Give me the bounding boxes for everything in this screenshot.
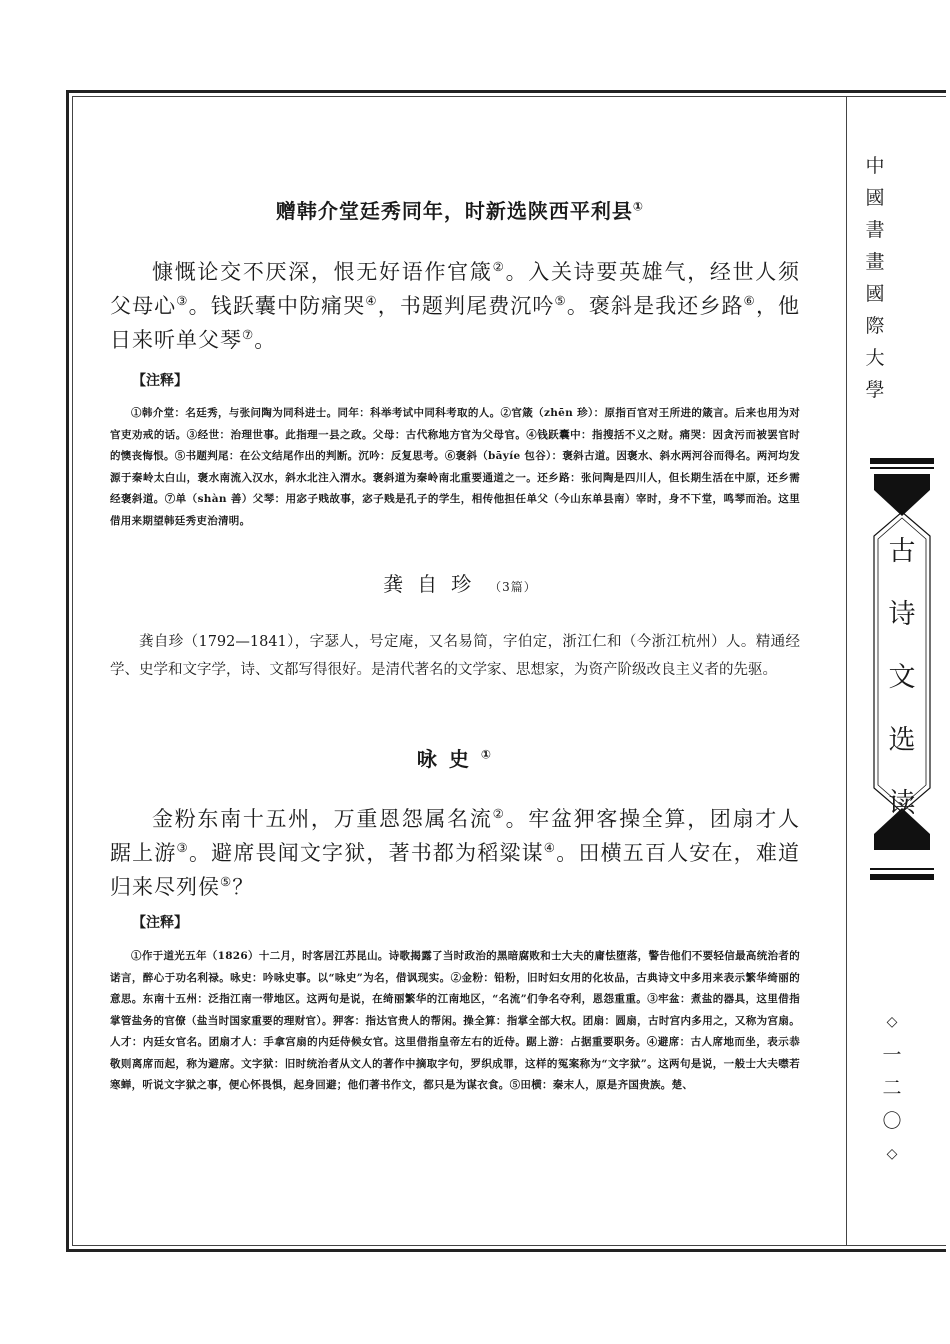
series-char: 書 xyxy=(865,219,885,241)
poem1-note-heading: 【注释】 xyxy=(132,373,188,389)
book-title-vertical xyxy=(870,520,934,835)
book-title-char: 文 xyxy=(888,662,916,693)
sidebar-bar-bottom-thin xyxy=(870,868,934,870)
footnote-marker: ⑤ xyxy=(220,874,233,889)
footnote-marker: ④ xyxy=(543,840,557,855)
footnote-marker: ③ xyxy=(176,840,189,855)
page-frame-divider xyxy=(846,96,847,1246)
series-char: 大 xyxy=(865,347,885,369)
poem-line-text: 。避席畏闻文字狱，著书都为稻粱谋 xyxy=(189,841,544,865)
poem-line-text: 。牢盆狎客操全算，团扇才人踞上游 xyxy=(110,807,801,865)
poem-line-text: ？ xyxy=(232,875,255,899)
book-title-char: 古 xyxy=(888,536,916,567)
poem-line-text: 金粉东南十五州，万重恩怨属名流 xyxy=(152,807,493,831)
book-title-char: 选 xyxy=(888,725,916,756)
poem-line-text: 。田横五百人安在，难道归来尽列侯 xyxy=(110,841,801,899)
author-name: 龚自珍 xyxy=(383,572,486,596)
poem1-notes: ①韩介堂：名廷秀，与张问陶为同科进士。同年：科举考试中同科考取的人。②官箴（zhēn 珍）：原指百官对王所进的箴言。后来也用为对官吏劝戒的话。③经世：治理世事。此指理一县之政。父母：古代称地方官为父母官。④钱跃囊中：指搜括不义之财。痛哭：因贪污而被罢官时的懊丧悔恨。⑤书题判尾：在公文结尾作出的判断。沉吟：反复思考。⑥褒斜（bāyíe 包谷）：褒斜古道。因褒水、斜水两河谷而得名。两河均发源于秦岭太白山，褒水南流入汉水，斜水北注入渭水。褒斜道为秦岭南北重要通道之一。还乡路：张问陶是四川人，但长期生活在中原，还乡需经褒斜道。⑦单（shàn 善）父琴：用宓子贱故事，宓子贱是孔子的学生，相传他担任单父（今山东单县南）宰时，身不下堂，鸣琴而治。这里借用来期望韩廷秀吏治清明。 xyxy=(110,407,800,527)
series-char: 學 xyxy=(865,379,885,401)
poem2-text xyxy=(110,802,800,904)
series-char: 中 xyxy=(865,155,885,177)
poem-line-text: 。 xyxy=(254,328,277,352)
poem2-title: 咏史① xyxy=(416,747,504,771)
poem-line-text: 慷慨论交不厌深，恨无好语作官箴 xyxy=(152,260,493,284)
page-number-vertical xyxy=(877,1006,907,1171)
footnote-marker: ② xyxy=(492,259,506,274)
footnote-marker: ⑥ xyxy=(743,293,756,308)
page-number-char: 二 xyxy=(882,1077,902,1099)
sidebar-bar-top xyxy=(870,458,934,464)
author-work-count: （3篇） xyxy=(489,580,537,594)
book-title-char: 读 xyxy=(888,788,916,819)
poem2-notes: ①作于道光五年（1826）十二月，时客居江苏昆山。诗歌揭露了当时政治的黑暗腐败和士大夫的庸怯堕落，警告他们不要轻信最高统治者的诺言，醉心于功名利禄。咏史：吟咏史事。以“咏史”为名，借讽现实。②金粉：铅粉，旧时妇女用的化妆品，古典诗文中多用来表示繁华绮丽的意思。东南十五州：泛指江南一带地区。这两句是说，在绮丽繁华的江南地区，“名流”们争名夺利，恩怨重重。③牢盆：煮盐的器具，这里借指掌管盐务的官僚（盐当时国家重要的理财官）。狎客：指达官贵人的帮闲。操全算：指掌全部大权。团扇：圆扇，古时宫内多用之，又称为宫扇。人才：内廷女官名。团扇才人：手拿宫扇的内廷侍候女官。这里借指皇帝左右的近侍。踞上游：占据重要职务。④避席：古人席地而坐，表示恭敬则离席而起，称为避席。文字狱：旧时统治者从文人的著作中摘取字句，罗织成罪，这样的冤案称为“文字狱”。这两句是说，一般士大夫噤若寒蝉，听说文字狱之事，便心怀畏惧，起身回避；他们著书作文，都只是为谋衣食。⑤田横：秦末人，原是齐国贵族。楚、 xyxy=(110,950,800,1091)
footnote-marker: ④ xyxy=(365,293,378,308)
poem-line-text: ，书题判尾费沉吟 xyxy=(377,294,555,318)
poem2-note-heading: 【注释】 xyxy=(132,915,188,931)
poem-line-text: 。钱跃囊中防痛哭 xyxy=(188,294,366,318)
footnote-marker: ⑦ xyxy=(242,327,255,342)
page-number-char: 一 xyxy=(882,1044,902,1066)
page-number-char: ◇ xyxy=(886,1146,898,1162)
footnote-marker: ② xyxy=(492,806,506,821)
author-heading xyxy=(110,568,810,597)
poem-line-text: 。褒斜是我还乡路 xyxy=(566,294,744,318)
series-char: 國 xyxy=(865,187,885,209)
poem1-title: 赠韩介堂廷秀同年，时新选陕西平利县① xyxy=(275,199,645,223)
sidebar-bar-bottom xyxy=(870,874,934,880)
footnote-marker: ⑤ xyxy=(554,293,567,308)
poem-line-text: 。入关诗要英雄气，经世人须父母心 xyxy=(110,260,801,318)
series-char: 國 xyxy=(865,283,885,305)
page-number-char: ◇ xyxy=(886,1014,898,1030)
poem1-text xyxy=(110,255,800,357)
poem-line-text: ，他日来听单父琴 xyxy=(110,294,801,352)
series-char: 際 xyxy=(865,315,885,337)
footnote-marker: ③ xyxy=(176,293,189,308)
book-title-char: 诗 xyxy=(888,599,916,630)
sidebar-bar-top-thin xyxy=(870,467,934,469)
series-title-vertical xyxy=(860,150,890,406)
page-number-char: 〇 xyxy=(882,1110,902,1132)
author-bio: 龚自珍（1792—1841），字瑟人，号定庵，又名易简，字伯定，浙江仁和（今浙江杭州）人。精通经学、史学和文字学，诗、文都写得很好。是清代著名的文学家、思想家，为资产阶级改良主义者的先驱。 xyxy=(110,634,800,678)
series-char: 畫 xyxy=(865,251,885,273)
